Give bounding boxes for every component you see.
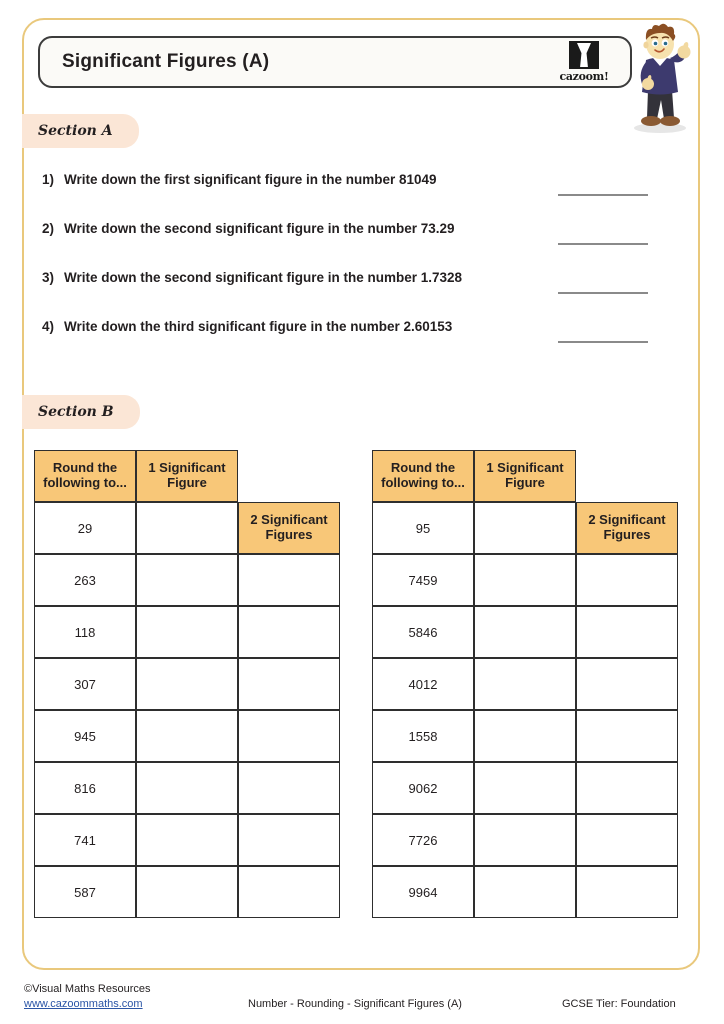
footer-tier: GCSE Tier: Foundation	[562, 998, 676, 1010]
table-cell-value: 5846	[372, 606, 474, 658]
cazoom-logo-text: cazoom!	[559, 70, 609, 83]
footer-copyright: ©Visual Maths Resources	[24, 983, 151, 995]
question-text	[42, 319, 452, 334]
table-cell-answer-1sf[interactable]	[474, 762, 576, 814]
table-cell-answer-2sf[interactable]	[576, 762, 678, 814]
table-header-round-to: Round the following to...	[372, 450, 474, 502]
table-cell-value: 307	[34, 658, 136, 710]
page-footer	[0, 982, 724, 1024]
table-cell-value: 29	[34, 502, 136, 554]
question-number: 3)	[42, 270, 55, 285]
answer-line[interactable]	[558, 194, 648, 196]
table-cell-value: 945	[34, 710, 136, 762]
table-cell-value: 9062	[372, 762, 474, 814]
answer-line[interactable]	[558, 341, 648, 343]
question-body: Write down the second significant figure in the number 73.29	[64, 221, 455, 236]
table-cell-value: 95	[372, 502, 474, 554]
table-header-2sf: 2 Significant Figures	[238, 502, 340, 554]
table-cell-value: 9964	[372, 866, 474, 918]
table-cell-answer-1sf[interactable]	[474, 710, 576, 762]
table-cell-answer-2sf[interactable]	[238, 866, 340, 918]
question-row	[42, 221, 650, 263]
question-number: 2)	[42, 221, 55, 236]
table-header-round-to: Round the following to...	[34, 450, 136, 502]
table-cell-answer-2sf[interactable]	[576, 866, 678, 918]
section-b-label: Section B	[38, 404, 114, 420]
table-cell-answer-2sf[interactable]	[238, 814, 340, 866]
table-cell-answer-2sf[interactable]	[238, 658, 340, 710]
section-a-label: Section A	[38, 123, 113, 139]
table-cell-value: 587	[34, 866, 136, 918]
right-table-grid	[372, 450, 672, 918]
footer-url-link[interactable]: www.cazoommaths.com	[24, 997, 143, 1010]
table-cell-answer-2sf[interactable]	[238, 606, 340, 658]
table-header-2sf: 2 Significant Figures	[576, 502, 678, 554]
answer-line[interactable]	[558, 243, 648, 245]
question-body: Write down the second significant figure in the number 1.7328	[64, 270, 463, 285]
question-body: Write down the third significant figure in the number 2.60153	[64, 319, 453, 334]
table-cell-value: 263	[34, 554, 136, 606]
right-table	[372, 450, 672, 918]
footer-topic: Number - Rounding - Significant Figures (A)	[248, 998, 462, 1010]
table-cell-answer-2sf[interactable]	[238, 710, 340, 762]
question-body: Write down the first significant figure in the number 81049	[64, 172, 437, 187]
question-text	[42, 172, 437, 187]
left-table-grid	[34, 450, 334, 918]
question-number: 1)	[42, 172, 55, 187]
cartoon-boy-thumbs-up-icon	[620, 22, 700, 134]
table-cell-answer-2sf[interactable]	[576, 554, 678, 606]
table-cell-answer-1sf[interactable]	[474, 606, 576, 658]
table-cell-value: 741	[34, 814, 136, 866]
table-cell-answer-1sf[interactable]	[136, 554, 238, 606]
worksheet-title-box	[38, 36, 632, 88]
table-header-1sf: 1 Significant Figure	[136, 450, 238, 502]
section-b-tab	[22, 395, 140, 429]
table-cell-answer-1sf[interactable]	[136, 710, 238, 762]
table-cell-answer-1sf[interactable]	[474, 502, 576, 554]
table-header-1sf: 1 Significant Figure	[474, 450, 576, 502]
table-cell-value: 118	[34, 606, 136, 658]
cazoom-hourglass-icon	[569, 41, 599, 69]
cazoom-logo	[552, 41, 616, 83]
question-text	[42, 270, 462, 285]
table-cell-answer-1sf[interactable]	[474, 814, 576, 866]
table-cell-value: 1558	[372, 710, 474, 762]
table-cell-answer-1sf[interactable]	[474, 866, 576, 918]
section-a-tab	[22, 114, 139, 148]
table-cell-answer-2sf[interactable]	[238, 554, 340, 606]
table-cell-answer-1sf[interactable]	[136, 658, 238, 710]
table-cell-answer-2sf[interactable]	[576, 814, 678, 866]
table-cell-answer-2sf[interactable]	[238, 762, 340, 814]
question-row	[42, 270, 650, 312]
table-cell-answer-1sf[interactable]	[136, 814, 238, 866]
left-table	[34, 450, 334, 918]
question-text	[42, 221, 455, 236]
question-row	[42, 172, 650, 214]
table-cell-value: 7726	[372, 814, 474, 866]
table-cell-value: 816	[34, 762, 136, 814]
table-cell-answer-1sf[interactable]	[136, 866, 238, 918]
table-cell-answer-1sf[interactable]	[474, 658, 576, 710]
table-cell-answer-2sf[interactable]	[576, 658, 678, 710]
answer-line[interactable]	[558, 292, 648, 294]
table-cell-answer-1sf[interactable]	[474, 554, 576, 606]
table-cell-answer-1sf[interactable]	[136, 606, 238, 658]
table-cell-answer-2sf[interactable]	[576, 606, 678, 658]
page-title: Significant Figures (A)	[62, 51, 270, 72]
table-cell-answer-2sf[interactable]	[576, 710, 678, 762]
footer-credit	[24, 982, 151, 1012]
table-cell-answer-1sf[interactable]	[136, 502, 238, 554]
question-row	[42, 319, 650, 361]
question-number: 4)	[42, 319, 55, 334]
table-cell-value: 4012	[372, 658, 474, 710]
table-cell-value: 7459	[372, 554, 474, 606]
table-cell-answer-1sf[interactable]	[136, 762, 238, 814]
